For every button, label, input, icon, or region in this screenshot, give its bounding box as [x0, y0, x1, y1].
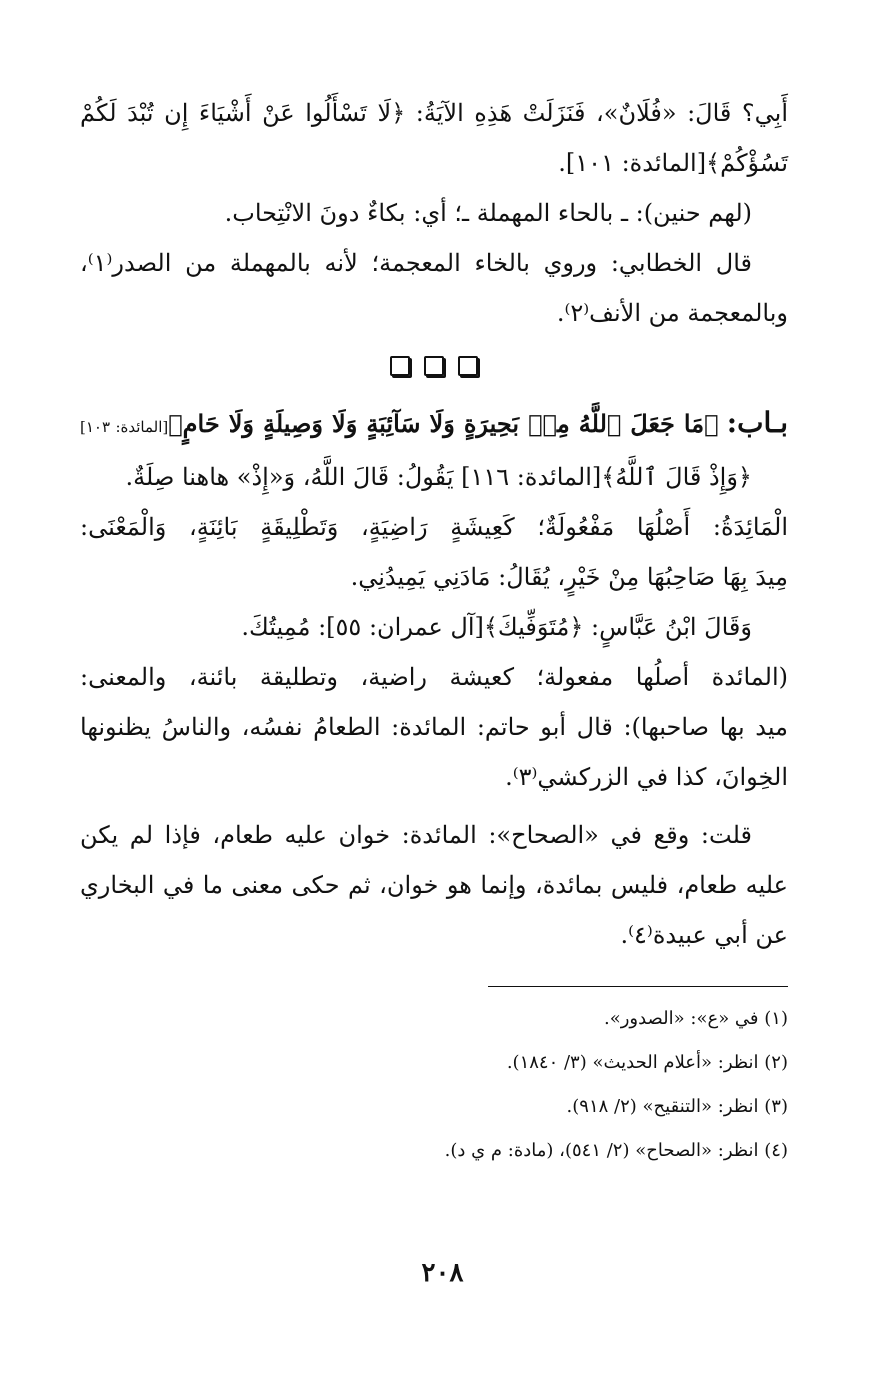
- chapter-line-5: (المائدة أصلُها مفعولة؛ كعيشة راضية، وتطليقة بائنة، والمعنى:: [80, 663, 788, 691]
- chapter-line-6: ميد بها صاحبها): قال أبو حاتم: المائدة: الطعامُ نفسُه، والناسُ يظنونها: [80, 713, 788, 741]
- footnote-2: (٢) انظر: «أعلام الحديث» (٣/ ١٨٤٠).: [506, 1052, 788, 1073]
- square-ornament-icon: [424, 356, 444, 376]
- chapter-line-2: الْمَائِدَةُ: أَصْلُهَا مَفْعُولَةٌ؛ كَعِيشَةٍ رَاضِيَةٍ، وَتَطْلِيقَةٍ بَائِنَةٍ، وَالْمَعْنَى:: [80, 513, 788, 541]
- text-line-2: تَسُؤْكُمْ﴾[المائدة: ١٠١].: [558, 149, 788, 177]
- footnote-1: (١) في «ع»: «الصدور».: [603, 1008, 788, 1029]
- chapter-line-10: عن أبي عبيدة⁽٤⁾.: [620, 921, 788, 949]
- chapter-heading-ref: [المائدة: ١٠٣]: [80, 418, 169, 436]
- text-line-3: (لهم حنين): ـ بالحاء المهملة ـ؛ أي: بكاءٌ دونَ الانْتِحاب.: [224, 199, 752, 227]
- footnote-4: (٤) انظر: «الصحاح» (٢/ ٥٤١)، (مادة: م ي د).: [444, 1140, 788, 1161]
- page-number: ٢٠٨: [421, 1258, 464, 1288]
- square-ornament-icon: [390, 356, 410, 376]
- chapter-label: بـاب:: [726, 406, 789, 439]
- page-body: [80, 88, 788, 1173]
- text-line-4: قال الخطابي: وروي بالخاء المعجمة؛ لأنه بالمهملة من الصدر⁽١⁾،: [80, 249, 752, 277]
- chapter-line-3: مِيدَ بِهَا صَاحِبُهَا مِنْ خَيْرٍ، يُقَالُ: مَادَنِي يَمِيدُنِي.: [350, 563, 788, 591]
- footnote-divider: [488, 986, 788, 987]
- text-line-5: وبالمعجمة من الأنف⁽٢⁾.: [556, 299, 788, 327]
- chapter-heading: [80, 398, 788, 452]
- section-separator: [80, 346, 788, 386]
- chapter-line-8: قلت: وقع في «الصحاح»: المائدة: خوان عليه طعام، فإذا لم يكن: [80, 821, 752, 849]
- chapter-line-4: وَقَالَ ابْنُ عَبَّاسٍ: ﴿مُتَوَفِّيكَ﴾[آل عمران: ٥٥]: مُمِيتُكَ.: [241, 613, 752, 641]
- footnote-3: (٣) انظر: «التنقيح» (٢/ ٩١٨).: [566, 1096, 788, 1117]
- text-line-1: أَبِي؟ قَالَ: «فُلَانٌ»، فَنَزَلَتْ هَذِهِ الآيَةُ: ﴿لَا تَسْأَلُوا عَنْ أَشْيَاءَ إِن تُبْدَ لَكُمْ: [80, 99, 788, 127]
- chapter-line-9: عليه طعام، فليس بمائدة، وإنما هو خوان، ثم حكى معنى ما في البخاري: [80, 871, 788, 899]
- square-ornament-icon: [458, 356, 478, 376]
- chapter-line-7: الخِوانَ، كذا في الزركشي⁽٣⁾.: [505, 763, 788, 791]
- chapter-line-1: ﴿وَإِذْ قَالَ ٱللَّهُ﴾[المائدة: ١١٦] يَقُولُ: قَالَ اللَّهُ، وَ«إِذْ» هاهنا صِلَةٌ.: [125, 463, 752, 491]
- chapter-heading-verse: ﴿مَا جَعَلَ ٱللَّهُ مِنۢ بَحِيرَةٍ وَلَا سَآئِبَةٍ وَلَا وَصِيلَةٍ وَلَا حَامٍ﴾: [168, 409, 719, 438]
